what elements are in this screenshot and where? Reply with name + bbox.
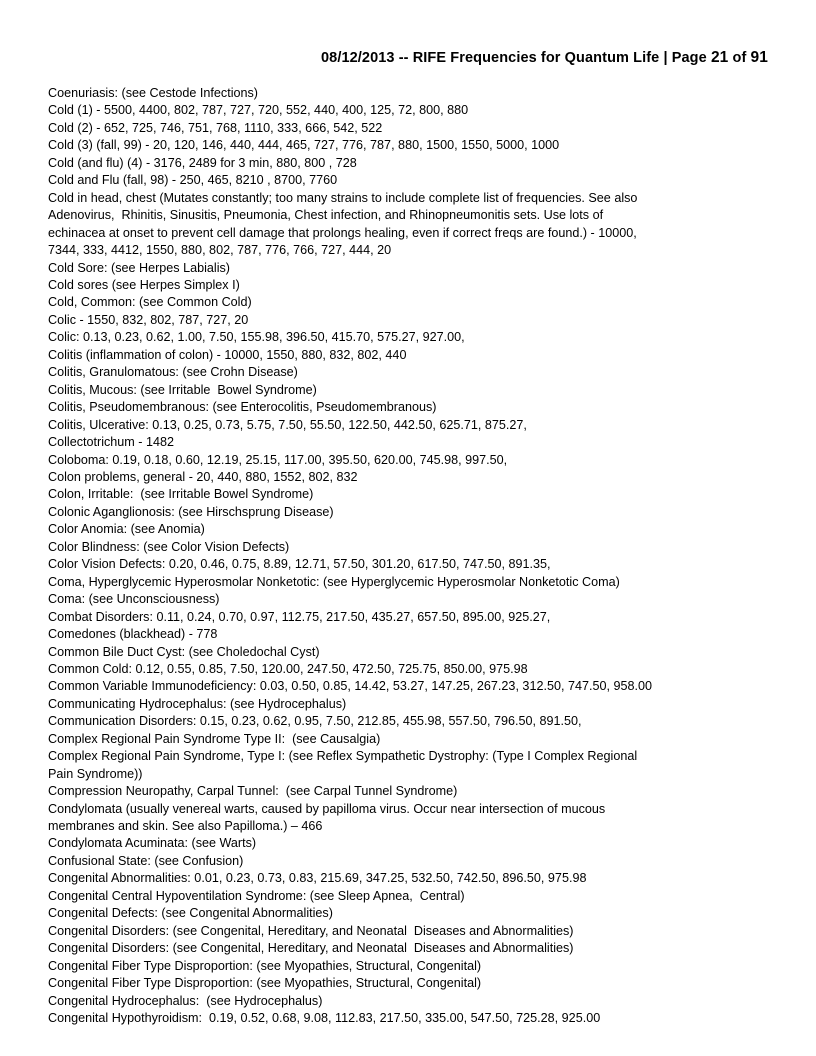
frequency-entry: Coma: (see Unconsciousness) (48, 592, 220, 607)
header-page-total: 91 (750, 49, 768, 66)
frequency-entry: Congenital Disorders: (see Congenital, Hereditary, and Neonatal Diseases and Abnormalities) (48, 941, 574, 956)
frequency-entry: Complex Regional Pain Syndrome, Type I: (see Reflex Sympathetic Dystrophy: (Type I Complex Regional Pain Syndrome)) (48, 749, 638, 781)
frequency-entry: Combat Disorders: 0.11, 0.24, 0.70, 0.97, 112.75, 217.50, 435.27, 657.50, 895.00, 925.27, (48, 609, 551, 624)
frequency-entry: Comedones (blackhead) - 778 (48, 627, 218, 642)
frequency-entry: Cold (3) (fall, 99) - 20, 120, 146, 440, 444, 465, 727, 776, 787, 880, 1500, 1550, 5000, 1000 (48, 138, 560, 153)
frequency-entry: Colitis, Pseudomembranous: (see Enterocolitis, Pseudomembranous) (48, 400, 437, 415)
frequency-entry: Colon, Irritable: (see Irritable Bowel Syndrome) (48, 487, 314, 502)
header-separator: -- (394, 50, 413, 66)
frequency-entry: Coenuriasis: (see Cestode Infections) (48, 86, 258, 100)
page-header (321, 49, 768, 67)
frequency-entry: Cold (and flu) (4) - 3176, 2489 for 3 min, 880, 800 , 728 (48, 155, 357, 170)
frequency-entry: Cold in head, chest (Mutates constantly; too many strains to include complete list of frequencies. See also Adenovirus, Rhinitis, Sinusitis, Pneumonia, Chest infection, and Rhinopneumonitis sets. Use lots of echinacea at onset to prevent cell damage that prolongs healing, even if correct freqs are found.) - 10000, 7344, 333, 4412, 1550, 880, 802, 787, 776, 766, 727, 444, 20 (48, 190, 638, 258)
header-page-number: 21 (710, 49, 729, 66)
frequency-entry: Congenital Defects: (see Congenital Abnormalities) (48, 906, 333, 921)
frequency-entry: Congenital Fiber Type Disproportion: (see Myopathies, Structural, Congenital) (48, 976, 482, 991)
frequency-entry: Color Anomia: (see Anomia) (48, 522, 205, 537)
frequency-entry: Complex Regional Pain Syndrome Type II: (see Causalgia) (48, 731, 381, 746)
frequency-entry: Common Variable Immunodeficiency: 0.03, 0.50, 0.85, 14.42, 53.27, 147.25, 267.23, 312.50, 747.50, 958.00 (48, 679, 652, 694)
frequency-entry: Congenital Central Hypoventilation Syndrome: (see Sleep Apnea, Central) (48, 888, 465, 903)
frequency-entry: Collectotrichum - 1482 (48, 435, 174, 450)
frequency-entry: Congenital Fiber Type Disproportion: (see Myopathies, Structural, Congenital) (48, 958, 482, 973)
frequency-entry: Colon problems, general - 20, 440, 880, 1552, 802, 832 (48, 469, 358, 484)
header-page-separator: | (659, 50, 672, 66)
frequency-entry: Cold, Common: (see Common Cold) (48, 295, 252, 310)
frequency-entry: Common Cold: 0.12, 0.55, 0.85, 7.50, 120.00, 247.50, 472.50, 725.75, 850.00, 975.98 (48, 661, 528, 676)
frequency-entry: Congenital Abnormalities: 0.01, 0.23, 0.73, 0.83, 215.69, 347.25, 532.50, 742.50, 896.50, 975.98 (48, 871, 587, 886)
frequency-entry: Coloboma: 0.19, 0.18, 0.60, 12.19, 25.15, 117.00, 395.50, 620.00, 745.98, 997.50, (48, 452, 508, 467)
frequency-entry: Communicating Hydrocephalus: (see Hydrocephalus) (48, 696, 347, 711)
frequency-entry: Cold (1) - 5500, 4400, 802, 787, 727, 720, 552, 440, 400, 125, 72, 800, 880 (48, 103, 469, 118)
frequency-entry: Colitis, Mucous: (see Irritable Bowel Syndrome) (48, 382, 317, 397)
frequency-entry: Colic - 1550, 832, 802, 787, 727, 20 (48, 312, 249, 327)
header-of-word: of (728, 50, 751, 66)
frequency-entry: Color Blindness: (see Color Vision Defects) (48, 539, 290, 554)
frequency-entry: Congenital Hypothyroidism: 0.19, 0.52, 0.68, 9.08, 112.83, 217.50, 335.00, 547.50, 725.28, 925.00 (48, 1011, 601, 1026)
frequency-entry: Common Bile Duct Cyst: (see Choledochal Cyst) (48, 644, 320, 659)
frequency-entry: Cold sores (see Herpes Simplex I) (48, 277, 240, 292)
frequency-entry: Colonic Aganglionosis: (see Hirschsprung Disease) (48, 504, 334, 519)
frequency-entry: Colitis (inflammation of colon) - 10000, 1550, 880, 832, 802, 440 (48, 347, 407, 362)
frequency-entry: Color Vision Defects: 0.20, 0.46, 0.75, 8.89, 12.71, 57.50, 301.20, 617.50, 747.50, 891.35, (48, 557, 551, 572)
header-page-word: Page (671, 50, 711, 66)
frequency-entry: Coma, Hyperglycemic Hyperosmolar Nonketotic: (see Hyperglycemic Hyperosmolar Nonketotic Coma) (48, 574, 620, 589)
frequency-entry: Colitis, Granulomatous: (see Crohn Disease) (48, 365, 298, 380)
frequency-entry: Cold and Flu (fall, 98) - 250, 465, 8210 , 8700, 7760 (48, 173, 338, 188)
frequency-entry: Confusional State: (see Confusion) (48, 853, 244, 868)
frequency-entry: Compression Neuropathy, Carpal Tunnel: (see Carpal Tunnel Syndrome) (48, 784, 458, 799)
frequency-entry: Communication Disorders: 0.15, 0.23, 0.62, 0.95, 7.50, 212.85, 455.98, 557.50, 796.50, 891.50, (48, 714, 582, 729)
frequency-entry: Colic: 0.13, 0.23, 0.62, 1.00, 7.50, 155.98, 396.50, 415.70, 575.27, 927.00, (48, 330, 465, 345)
frequency-entry: Colitis, Ulcerative: 0.13, 0.25, 0.73, 5.75, 7.50, 55.50, 122.50, 442.50, 625.71, 875.27, (48, 417, 527, 432)
frequency-entry: Condylomata (usually venereal warts, caused by papilloma virus. Occur near intersection of mucous membranes and skin. See also Papilloma.) – 466 (48, 801, 606, 834)
frequency-entry-list (48, 85, 748, 1027)
frequency-entry: Congenital Hydrocephalus: (see Hydrocephalus) (48, 993, 323, 1008)
frequency-entry: Congenital Disorders: (see Congenital, Hereditary, and Neonatal Diseases and Abnormalities) (48, 923, 574, 938)
frequency-entry: Cold Sore: (see Herpes Labialis) (48, 260, 230, 275)
frequency-entry: Condylomata Acuminata: (see Warts) (48, 836, 257, 851)
frequency-entry: Cold (2) - 652, 725, 746, 751, 768, 1110, 333, 666, 542, 522 (48, 120, 383, 135)
header-date: 08/12/2013 (321, 50, 395, 66)
header-title: RIFE Frequencies for Quantum Life (412, 50, 660, 66)
